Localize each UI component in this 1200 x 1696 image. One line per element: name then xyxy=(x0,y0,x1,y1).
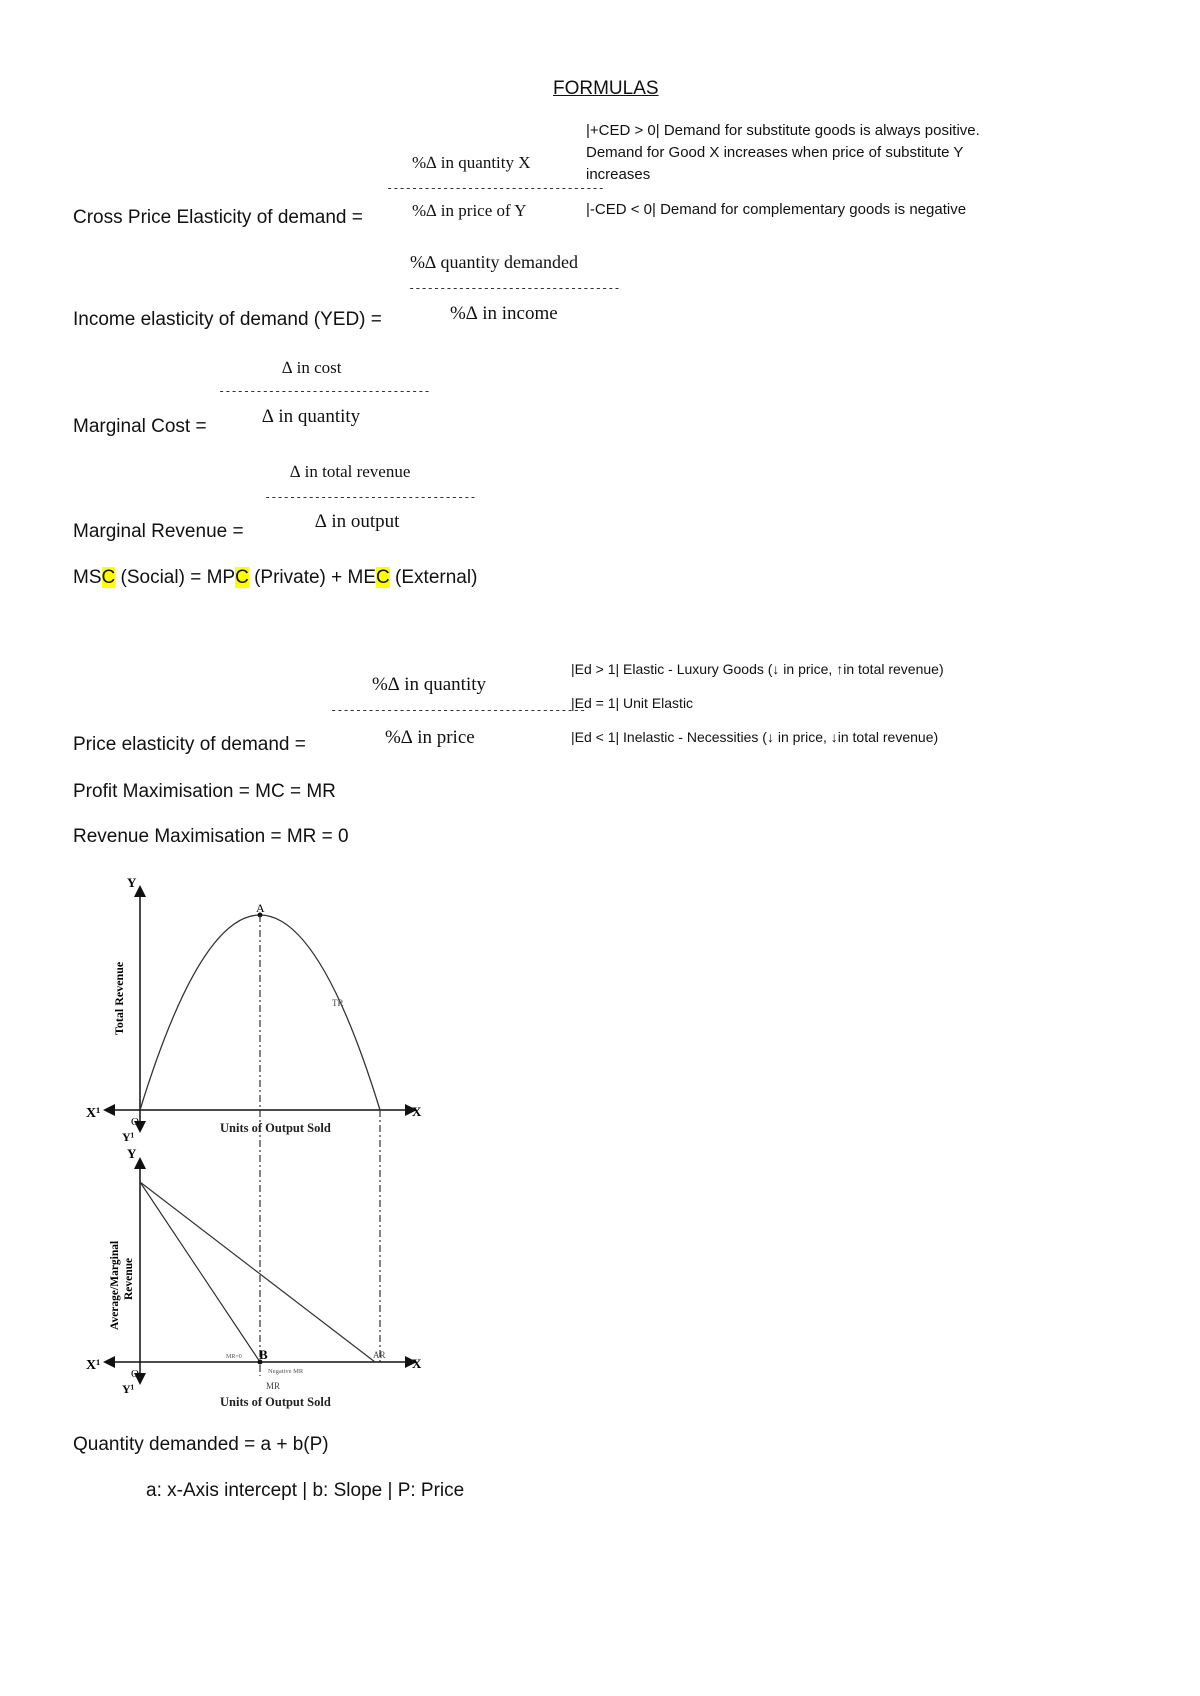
bottom-x-label: X xyxy=(412,1356,422,1371)
ped-note-inelastic: |Ed < 1| Inelastic - Necessities (↓ in price, ↓in total revenue) xyxy=(571,729,939,745)
cross-price-note-negative: |-CED < 0| Demand for complementary goods is negative xyxy=(586,201,967,218)
top-origin-label: O xyxy=(131,1116,139,1128)
point-b-label: B xyxy=(259,1347,268,1362)
bottom-origin-label: O xyxy=(131,1368,139,1380)
top-y-axis-title: Total Revenue xyxy=(112,961,126,1035)
msc-highlight-2: C xyxy=(235,567,249,588)
marginal-cost-fraction-bar: ---------------------------------- xyxy=(218,384,430,398)
ped-numerator: %∆ in quantity xyxy=(372,674,486,695)
msc-highlight-3: C xyxy=(376,567,390,588)
bottom-x-axis-title: Units of Output Sold xyxy=(220,1395,331,1409)
quantity-demanded-legend: a: x-Axis intercept | b: Slope | P: Price xyxy=(146,1480,465,1501)
income-numerator: %∆ quantity demanded xyxy=(410,252,578,272)
bottom-y-label: Y xyxy=(127,1146,137,1161)
ped-note-unit: |Ed = 1| Unit Elastic xyxy=(571,695,694,711)
msc-highlight-1: C xyxy=(101,567,116,588)
ped-fraction-bar: ----------------------------------------- xyxy=(330,703,586,717)
total-revenue-graph xyxy=(86,875,422,1376)
page-title: FORMULAS xyxy=(553,78,659,99)
msc-text-4: (External) xyxy=(389,567,478,588)
ar-line xyxy=(140,1182,375,1362)
ped-label: Price elasticity of demand = xyxy=(73,734,306,755)
marginal-cost-denominator: ∆ in quantity xyxy=(262,406,361,427)
top-x-label: X xyxy=(412,1104,422,1119)
tr-curve-label: TR xyxy=(332,998,344,1008)
mr-label: MR xyxy=(266,1381,281,1391)
bottom-x-prime-label: X¹ xyxy=(86,1358,101,1373)
cross-price-denominator: %∆ in price of Y xyxy=(412,201,527,220)
ar-label: AR xyxy=(373,1350,386,1360)
income-fraction-bar: ---------------------------------- xyxy=(408,281,620,295)
cross-price-label: Cross Price Elasticity of demand = xyxy=(73,207,363,228)
top-y-label: Y xyxy=(127,875,137,890)
cross-price-note-positive-3: increases xyxy=(586,166,651,183)
marginal-revenue-denominator: ∆ in output xyxy=(315,511,400,532)
revenue-max-formula: Revenue Maximisation = MR = 0 xyxy=(73,826,349,847)
income-denominator: %∆ in income xyxy=(450,303,558,324)
quantity-demanded-formula: Quantity demanded = a + b(P) xyxy=(73,1434,329,1455)
cross-price-fraction-bar: ----------------------------------- xyxy=(386,181,604,195)
income-label: Income elasticity of demand (YED) = xyxy=(73,309,382,330)
mr-line xyxy=(140,1182,260,1362)
marginal-cost-label: Marginal Cost = xyxy=(73,416,207,437)
marginal-revenue-label: Marginal Revenue = xyxy=(73,521,244,542)
cross-price-numerator: %∆ in quantity X xyxy=(412,153,531,172)
bottom-y-axis-title-2: Revenue xyxy=(123,1257,135,1300)
bottom-y-axis-title-1: Average/Marginal xyxy=(109,1240,121,1330)
marginal-revenue-fraction-bar: ---------------------------------- xyxy=(264,490,476,504)
bottom-y-prime-label: Y¹ xyxy=(122,1382,135,1396)
negative-mr-label: Negative MR xyxy=(268,1368,304,1375)
msc-text-2: (Social) = MP xyxy=(115,567,236,588)
msc-text-1: MS xyxy=(73,567,102,588)
msc-text-3: (Private) + ME xyxy=(248,567,377,588)
top-x-axis-title: Units of Output Sold xyxy=(220,1121,331,1135)
top-x-prime-label: X¹ xyxy=(86,1106,101,1121)
average-marginal-revenue-graph xyxy=(86,1146,422,1409)
top-y-prime-label: Y¹ xyxy=(122,1130,135,1144)
mr-zero-label: MR=0 xyxy=(226,1354,242,1360)
profit-max-formula: Profit Maximisation = MC = MR xyxy=(73,781,336,802)
ped-denominator: %∆ in price xyxy=(385,727,475,748)
peak-a-label: A xyxy=(256,901,265,915)
marginal-revenue-numerator: ∆ in total revenue xyxy=(290,462,411,481)
cross-price-note-positive-1: |+CED > 0| Demand for substitute goods is always positive. xyxy=(586,122,980,139)
cross-price-note-positive-2: Demand for Good X increases when price of substitute Y xyxy=(586,144,964,161)
ped-note-elastic: |Ed > 1| Elastic - Luxury Goods (↓ in price, ↑in total revenue) xyxy=(571,661,944,677)
marginal-cost-numerator: ∆ in cost xyxy=(282,358,342,377)
